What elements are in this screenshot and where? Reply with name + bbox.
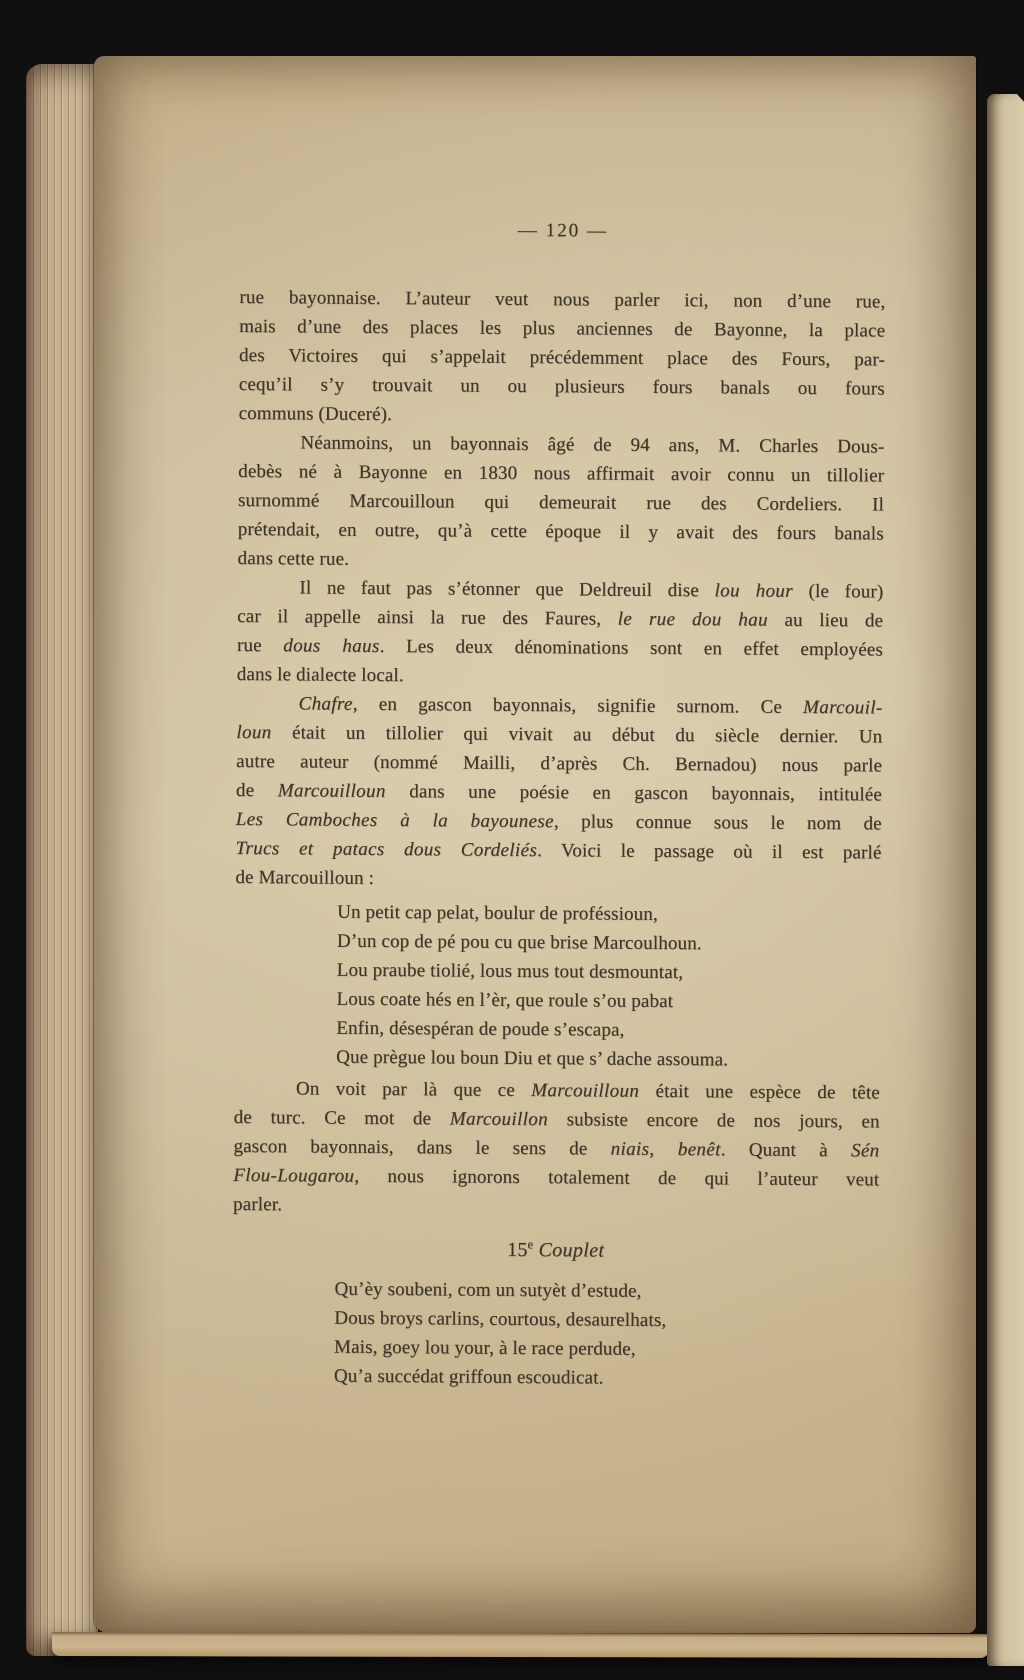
italic-text: Les Camboches à la bayounese [235, 808, 554, 833]
page-text [232, 283, 886, 1394]
text-segment: (le four) [792, 580, 884, 603]
text-segment: prétendait, en outre, qu’à cette époque il y avait des fours banals [237, 518, 884, 545]
italic-text: Marcouil- [803, 696, 883, 719]
verse-line [337, 898, 881, 931]
text-segment: de turc. Ce mot de [233, 1106, 450, 1130]
text-line [239, 283, 885, 317]
text-line [233, 1190, 879, 1224]
italic-text: dous haus [283, 635, 380, 657]
italic-text: Couplet [533, 1239, 605, 1262]
text-segment: Un petit cap pelat, boulur de proféssioun, [337, 901, 658, 925]
superscript-text: e [527, 1237, 534, 1252]
text-line [237, 544, 883, 578]
text-segment: debès né à Bayonne en 1830 nous affirmait avoir connu un tillolier [238, 460, 885, 487]
text-line [234, 1074, 880, 1108]
text-segment: de Marcouilloun : [235, 866, 375, 889]
text-line [237, 573, 883, 607]
italic-text: Marcouillon [449, 1108, 549, 1131]
text-segment: Néanmoins, un bayonnais âgé de 94 ans, M. Charles Dous- [300, 432, 885, 458]
page-edges-stack [26, 64, 98, 1656]
text-segment: On voit par là que ce [295, 1078, 532, 1102]
text-segment: dans une poésie en gascon bayonnais, intitulée [385, 781, 883, 806]
page-content [232, 214, 886, 1397]
verse-line [337, 927, 881, 960]
verse-line [337, 956, 881, 989]
verse-block [334, 1275, 879, 1395]
text-segment: Il ne faut pas s’étonner que Deldreuil dise [299, 577, 715, 602]
text-line [237, 660, 883, 694]
text-segment: . Voici le passage où il est parlé [537, 840, 882, 864]
text-line [234, 1103, 880, 1137]
text-line [233, 1132, 879, 1166]
text-segment: cequ’il s’y trouvait un ou plusieurs fours banals ou fours [238, 373, 885, 400]
text-segment: subsiste encore de nos jours, en [547, 1109, 880, 1133]
verse-line [334, 1304, 878, 1337]
text-line [239, 399, 885, 433]
text-segment: Enfin, désespéran de poude s’escapa, [336, 1017, 625, 1041]
verse-line [334, 1275, 878, 1308]
text-segment: , nous ignorons totalement de qui l’auteur veut [354, 1165, 880, 1191]
text-segment: Qu’èy soubeni, com un sutyèt d’estude, [334, 1278, 642, 1302]
text-line [239, 312, 885, 346]
italic-text: le rue dou hau [617, 608, 768, 631]
italic-text: Chafre [298, 693, 353, 715]
verse-line [336, 1043, 880, 1076]
text-segment: Lous coate hés en l’èr, que roule s’ou pabat [336, 988, 674, 1013]
text-segment: mais d’une des places les plus anciennes de Bayonne, la place [239, 315, 886, 342]
text-segment: gascon bayonnais, dans le sens de [233, 1135, 611, 1160]
italic-text: loun [236, 721, 272, 744]
text-segment: au lieu de [767, 609, 884, 632]
text-segment: parler. [233, 1193, 283, 1216]
text-line [236, 805, 882, 839]
text-line [237, 602, 883, 636]
text-line [238, 428, 884, 462]
italic-text: niais, benêt [610, 1138, 721, 1161]
italic-text: Sén [850, 1140, 880, 1162]
text-segment: car il appelle ainsi la rue des Faures, [237, 605, 618, 630]
text-segment: des Victoires qui s’appelait précédemment place des Fours, par- [238, 344, 886, 371]
next-page-edge [987, 94, 1024, 1666]
verse-line [334, 1333, 878, 1366]
text-line [236, 747, 882, 781]
page-number: — 120 — [517, 219, 608, 242]
text-line [238, 515, 884, 549]
text-segment: D’un cop de pé pou cu que brise Marcoulhoun. [336, 930, 702, 955]
couplet-heading [233, 1234, 879, 1268]
paragraph [239, 283, 886, 433]
paragraph [233, 1074, 880, 1224]
text-segment: était une espèce de tête [639, 1080, 880, 1104]
text-line [236, 776, 882, 810]
text-segment: dans le dialecte local. [236, 663, 404, 687]
paragraph [237, 428, 884, 578]
text-line [236, 718, 882, 752]
verse-line [336, 1014, 880, 1047]
text-segment: était un tillolier qui vivait au début du siècle dernier. Un [271, 722, 883, 748]
text-segment: Que prègue lou boun Diu et que s’ dache assouma. [336, 1046, 729, 1071]
text-segment: Dous broys carlins, courtous, desaurelhats, [334, 1307, 667, 1332]
text-segment: 15 [507, 1238, 528, 1262]
text-segment: communs (Duceré). [238, 402, 393, 426]
text-segment: Qu’a succédat griffoun escoudicat. [333, 1365, 604, 1389]
text-line [235, 863, 881, 897]
text-line [233, 1161, 879, 1195]
verse-line [334, 1362, 878, 1395]
text-segment: autre auteur (nommé Mailli, d’après Ch. Bernadou) nous parle [236, 750, 883, 777]
text-segment: . Quant à [720, 1139, 852, 1162]
text-segment: Lou praube tiolié, lous mus tout desmountat, [336, 959, 684, 984]
italic-text: Marcouilloun [531, 1080, 640, 1102]
italic-text: Marcouilloun [277, 780, 386, 803]
paragraph [235, 689, 882, 897]
text-segment: dans cette rue. [237, 547, 350, 570]
text-segment: , plus connue sous le nom de [553, 811, 882, 835]
text-segment: de [235, 779, 278, 802]
text-line [237, 631, 883, 665]
under-page-edge [52, 1632, 990, 1658]
verse-line [336, 985, 880, 1018]
text-segment: rue [236, 634, 284, 657]
text-line [239, 370, 885, 404]
text-segment: surnommé Marcouilloun qui demeurait rue des Cordeliers. Il [237, 489, 885, 516]
text-line [238, 486, 884, 520]
italic-text: lou hour [714, 580, 794, 602]
text-segment: . Les deux dénominations sont en effet employées [379, 635, 884, 661]
paragraph [237, 573, 884, 694]
text-line [239, 341, 885, 375]
italic-text: Trucs et patacs dous Cordeliés [235, 837, 538, 862]
italic-text: Flou-Lougarou [233, 1164, 355, 1187]
text-line [238, 457, 884, 491]
text-line [236, 689, 882, 723]
verse-block [336, 898, 881, 1076]
book-page [94, 56, 976, 1633]
text-line [235, 834, 881, 868]
text-segment: rue bayonnaise. L’auteur veut nous parler ici, non d’une rue, [239, 286, 886, 313]
text-segment: , en gascon bayonnais, signifie surnom. Ce [352, 693, 804, 718]
text-segment: Mais, goey lou your, à le race perdude, [334, 1336, 636, 1360]
